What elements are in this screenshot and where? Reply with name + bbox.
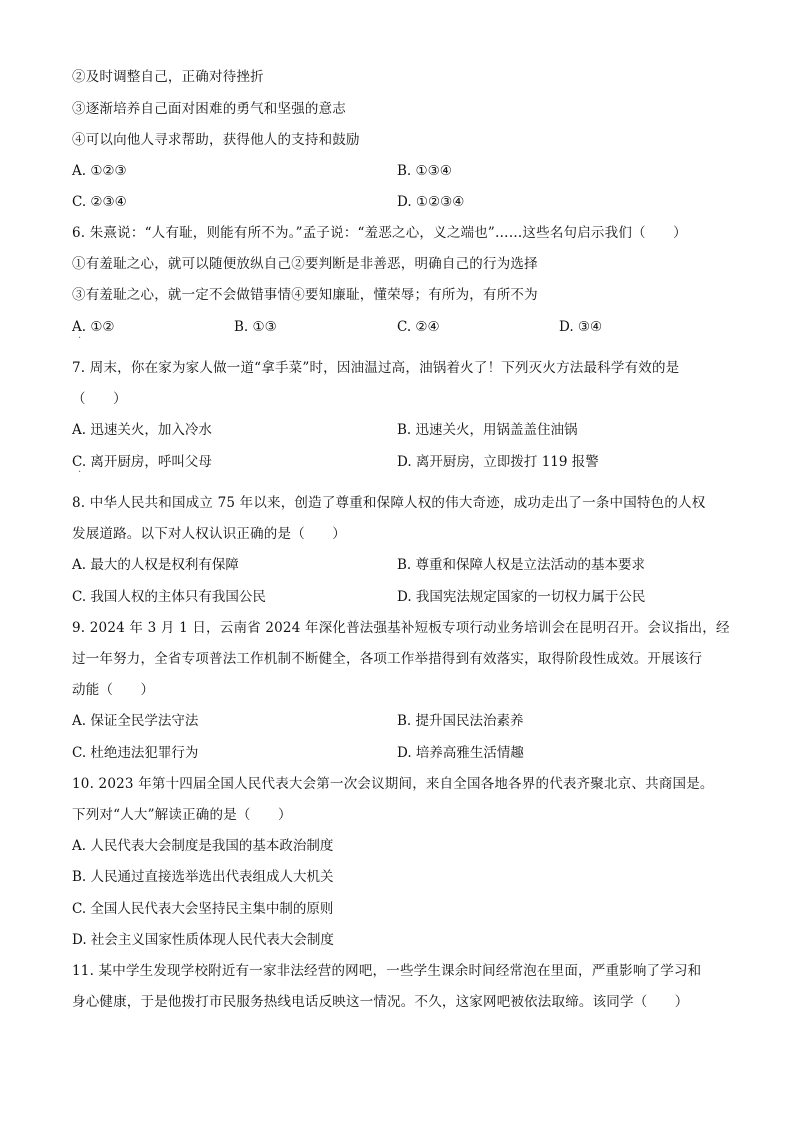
q8-option-b[interactable]: B. 尊重和保障人权是立法活动的基本要求 [397,557,646,573]
q8-stem-line-2: 发展道路。以下对人权认识正确的是（ ） [72,526,346,542]
q9-option-c[interactable]: C. 杜绝违法犯罪行为 [72,745,199,761]
q6-option-a[interactable]: A. ①② [72,319,115,335]
q5-statement-3: ③逐渐培养自己面对困难的勇气和坚强的意志 [72,101,346,117]
q7-stem-line-2: （ ） [72,391,127,407]
q9-option-a[interactable]: A. 保证全民学法守法 [72,713,199,729]
q9-stem-line-2: 过一年努力，全省专项普法工作机制不断健全，各项工作举措得到有效落实，取得阶段性成效。开展该行 [72,651,703,667]
q10-option-d[interactable]: D. 社会主义国家性质体现人民代表大会制度 [72,932,334,948]
q6-statements-2: ③有羞耻之心，就一定不会做错事情④要知廉耻，懂荣辱；有所为，有所不为 [72,287,538,303]
q8-option-c[interactable]: C. 我国人权的主体只有我国公民 [72,589,266,605]
q10-stem-line-1: 10. 2023 年第十四届全国人民代表大会第一次会议期间，来自全国各地各界的代表齐聚北京、共商国是。 [72,776,714,792]
q5-option-c[interactable]: C. ②③④ [72,194,127,210]
q8-option-a[interactable]: A. 最大的人权是权利有保障 [72,557,239,573]
q5-statement-4: ④可以向他人寻求帮助，获得他人的支持和鼓励 [72,132,360,148]
q5-option-b[interactable]: B. ①③④ [397,163,452,179]
q6-option-d[interactable]: D. ③④ [559,319,603,335]
q6-statements-1: ①有羞耻之心，就可以随便放纵自己②要判断是非善恶，明确自己的行为选择 [72,256,538,272]
q11-stem-line-1: 11. 某中学生发现学校附近有一家非法经营的网吧，一些学生课余时间经常泡在里面，严重影响了学习和 [72,963,702,979]
stray-dot: · [78,333,82,344]
q9-stem-line-1: 9. 2024 年 3 月 1 日，云南省 2024 年深化普法强基补短板专项行动业务培训会在昆明召开。会议指出，经 [72,620,730,636]
q7-stem-line-1: 7. 周末，你在家为家人做一道“拿手菜”时，因油温过高，油锅着火了！下列灭火方法最科学有效的是 [72,360,680,376]
q10-stem-line-2: 下列对“人大”解读正确的是（ ） [72,807,292,823]
q10-option-a[interactable]: A. 人民代表大会制度是我国的基本政治制度 [72,838,334,854]
q6-option-b[interactable]: B. ①③ [234,319,277,335]
q7-option-c[interactable]: C. 离开厨房，呼叫父母 [72,454,212,470]
q5-statement-2: ②及时调整自己，正确对待挫折 [72,69,264,85]
q9-option-b[interactable]: B. 提升国民法治素养 [397,713,524,729]
stray-dot: · [78,467,82,478]
q7-option-b[interactable]: B. 迅速关火，用锅盖盖住油锅 [397,422,578,438]
q7-option-a[interactable]: A. 迅速关火，加入冷水 [72,422,212,438]
q5-option-a[interactable]: A. ①②③ [72,163,127,179]
q9-option-d[interactable]: D. 培养高雅生活情趣 [397,745,524,761]
q6-option-c[interactable]: C. ②④ [397,319,440,335]
q8-stem-line-1: 8. 中华人民共和国成立 75 年以来，创造了尊重和保障人权的伟大奇迹，成功走出了一条中国特色的人权 [72,495,706,511]
q10-option-b[interactable]: B. 人民通过直接选举选出代表组成人大机关 [72,869,334,885]
q6-stem: 6. 朱熹说：“人有耻，则能有所不为。”孟子说：“羞恶之心，义之端也”……这些名句启示我们（ ） [72,225,687,241]
q9-stem-line-3: 动能（ ） [72,682,155,698]
q7-option-d[interactable]: D. 离开厨房，立即拨打 119 报警 [397,454,599,470]
q8-option-d[interactable]: D. 我国宪法规定国家的一切权力属于公民 [397,589,646,605]
q5-option-d[interactable]: D. ①②③④ [397,194,465,210]
q11-stem-line-2: 身心健康，于是他拨打市民服务热线电话反映这一情况。不久，这家网吧被依法取缔。该同学（ ） [72,994,689,1010]
q10-option-c[interactable]: C. 全国人民代表大会坚持民主集中制的原则 [72,901,334,917]
